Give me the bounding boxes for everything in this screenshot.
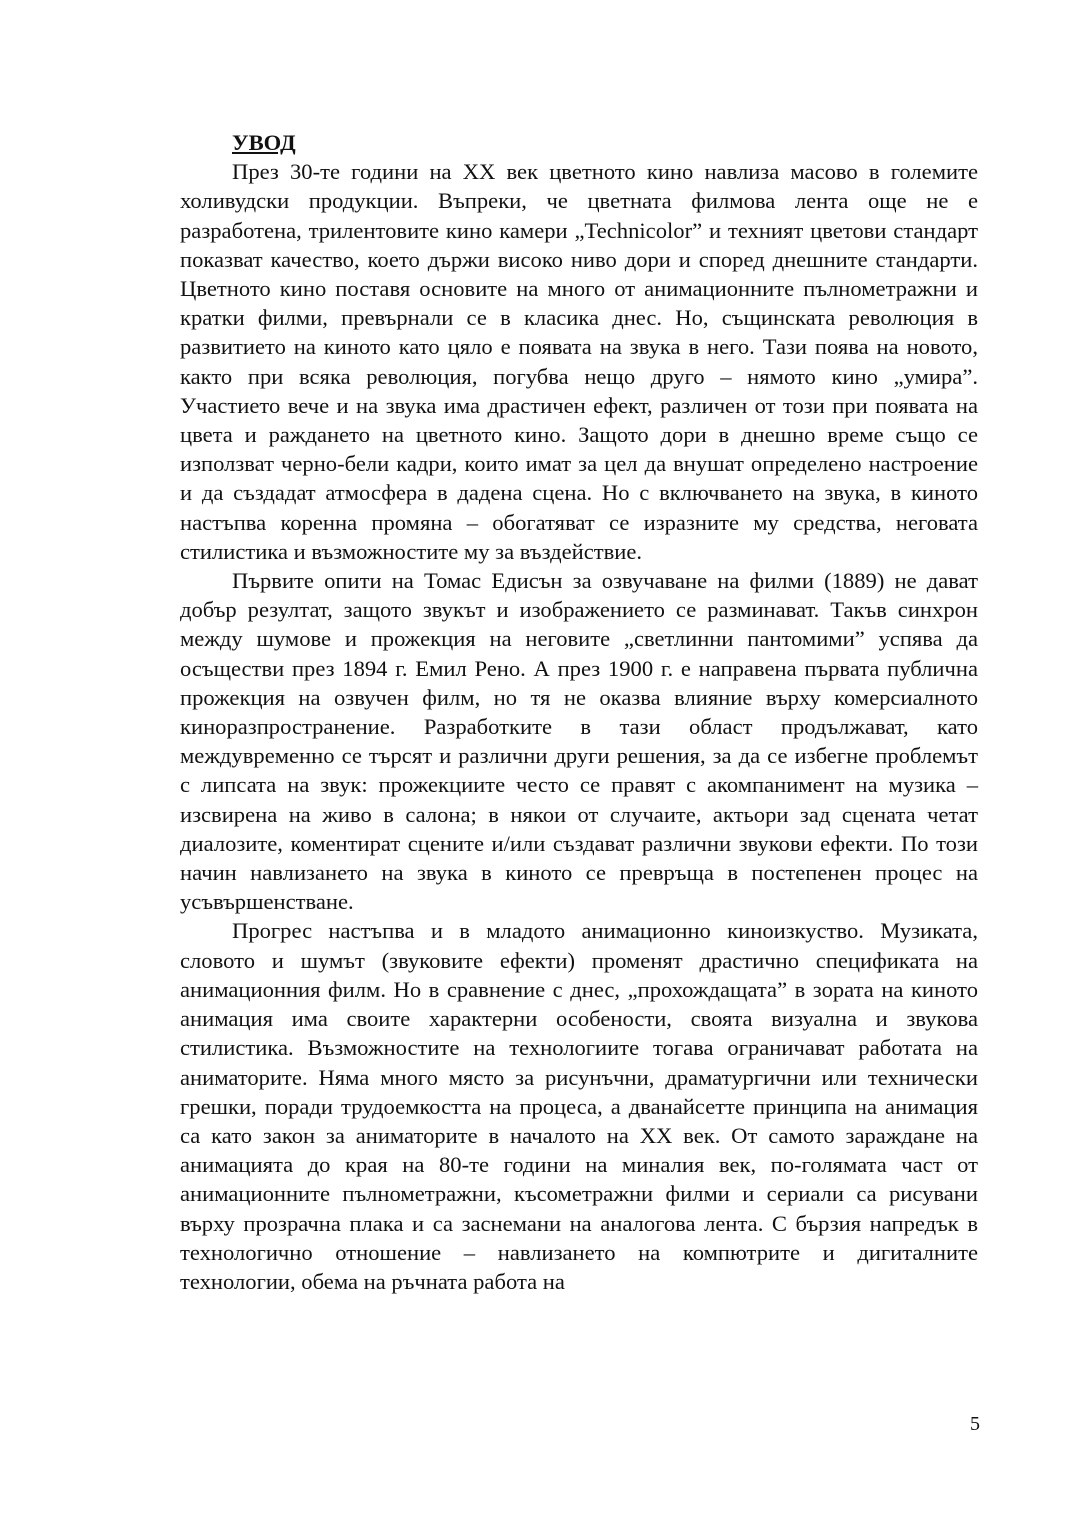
paragraph-3: Прогрес настъпва и в младото анимационно киноизкуство. Музиката, словото и шумът (звуковите ефекти) променят драстично спецификата на анимационния филм. Но в сравнение с днес, „прохождащата” в зората на киното анимация има своите характерни особености, своята визуална и звукова стилистика. Възможностите на технологиите тогава ограничават работата на аниматорите. Няма много място за рисунъчни, драматургични или технически грешки, поради трудоемкостта на процеса, а дванайсетте принципа на анимация са като закон за аниматорите в началото на XX век. От самото зараждане на анимацията до края на 80-те години на миналия век, по-голямата част от анимационните пълнометражни, късометражни филми и сериали са рисувани върху прозрачна плака и са заснемани на аналогова лента. С бързия напредък в технологично отношение – навлизането на компютрите и дигиталните технологии, обема на ръчната работа на	[180, 918, 978, 1294]
paragraph-1: През 30-те години на XX век цветното кино навлиза масово в големите холивудски продукции. Въпреки, че цветната филмова лента още не е разработена, трилентовите кино камери „Technicolor” и техният цветови стандарт показват качество, което държи високо ниво дори и според днешните стандарти. Цветното кино поставя основите на много от анимационните пълнометражни и кратки филми, превърнали се в класика днес. Но, същинската революция в развитието на киното като цяло е появата на звука в него. Тази поява на новото, както при всяка революция, погубва нещо друго – нямото кино „умира”. Участието вече и на звука има драстичен ефект, различен от този при появата на цвета и раждането на цветното кино. Защото дори в днешно време също се използват черно-бели кадри, които имат за цел да внушат определено настроение и да създадат атмосфера в дадена сцена. Но с включването на звука, в киното настъпва коренна промяна – обогатяват се изразните му средства, неговата стилистика и възможностите му за въздействие.	[180, 159, 978, 564]
paragraph-2: Първите опити на Томас Едисън за озвучаване на филми (1889) не дават добър резултат, защото звукът и изображението се разминават. Такъв синхрон между шумове и прожекция на неговите „светлинни пантомими” успява да осъществи през 1894 г. Емил Рено. А през 1900 г. е направена първата публична прожекция на озвучен филм, но тя не оказва влияние върху комерсиалното киноразпространение. Разработките в тази област продължават, като междувременно се търсят и различни други решения, за да се избегне проблемът с липсата на звук: прожекциите често се правят с акомпанимент на музика – изсвирена на живо в салона; в някои от случаите, актьори зад сцената четат диалозите, коментират сцените и/или създават различни звукови ефекти. По този начин навлизането на звука в киното се превръща в постепенен процес на усъвършенстване.	[180, 568, 978, 915]
section-heading: УВОД	[232, 130, 296, 155]
page-number: 5	[970, 1413, 980, 1435]
document-body	[180, 128, 978, 1296]
